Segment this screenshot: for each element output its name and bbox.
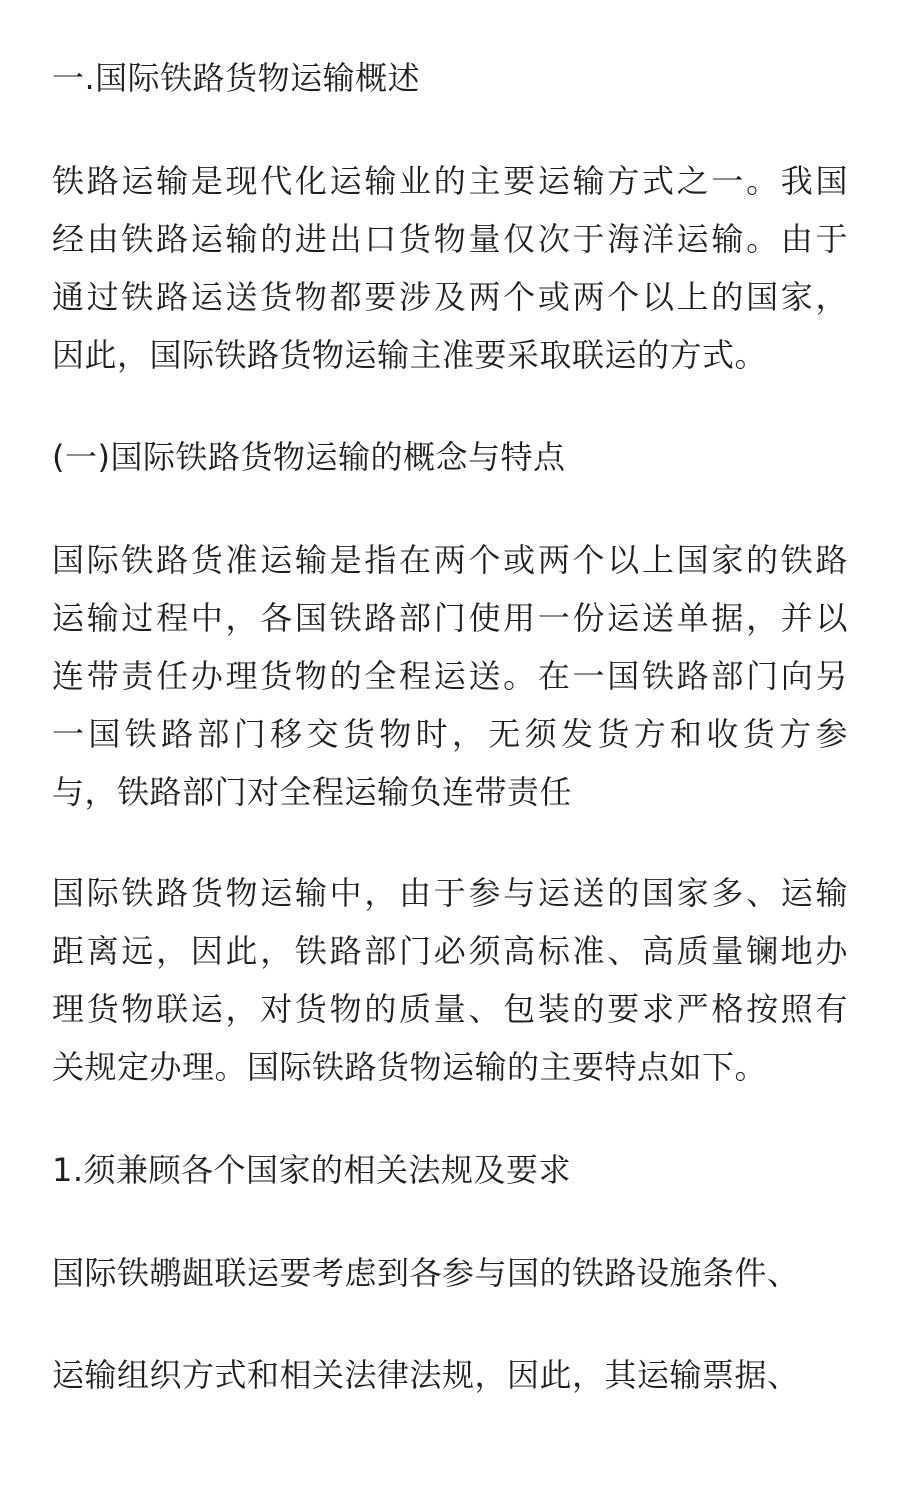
paragraph-line: 运输过程中，各国铁路部门使用一份运送单据，并以 [52, 599, 848, 637]
paragraph-line: 国际铁鹕龃联运要考虑到各参与国的铁路设施条件、 [52, 1254, 800, 1292]
paragraph-line: 距离远，因此，铁路部门必须高标准、高质量镧地办 [52, 932, 848, 970]
paragraph-line: 国际铁路货物运输中，由于参与运送的国家多、运输 [52, 874, 848, 912]
section-heading: 一.国际铁路货物运输概述 [52, 59, 421, 97]
paragraph-line: 因此，国际铁路货物运输主准要采取联运的方式。 [52, 336, 768, 374]
paragraph-line: 运输组织方式和相关法律法规，因此，其运输票据、 [52, 1356, 800, 1394]
paragraph-line: 一国铁路部门移交货物时，无须发货方和收货方参 [52, 715, 848, 753]
subsection-heading: 1.须兼顾各个国家的相关法规及要求 [52, 1151, 572, 1189]
paragraph-line: 关规定办理。国际铁路货物运输的主要特点如下。 [52, 1048, 768, 1086]
paragraph-line: 与，铁路部门对全程运输负连带责任 [52, 773, 573, 811]
paragraph-line: 国际铁路货准运输是指在两个或两个以上国家的铁路 [52, 541, 848, 579]
subsection-heading: (一)国际铁路货物运输的概念与特点 [52, 438, 566, 476]
paragraph-line: 连带责任办理货物的全程运送。在一国铁路部门向另 [52, 657, 848, 695]
paragraph-line: 理货物联运，对货物的质量、包装的要求严格按照有 [52, 990, 848, 1028]
paragraph-line: 铁路运输是现代化运输业的主要运输方式之一。我国 [52, 162, 848, 200]
paragraph-line: 通过铁路运送货物都要涉及两个或两个以上的国家， [52, 278, 848, 316]
paragraph-line: 经由铁路运输的进出口货物量仅次于海洋运输。由于 [52, 220, 848, 258]
